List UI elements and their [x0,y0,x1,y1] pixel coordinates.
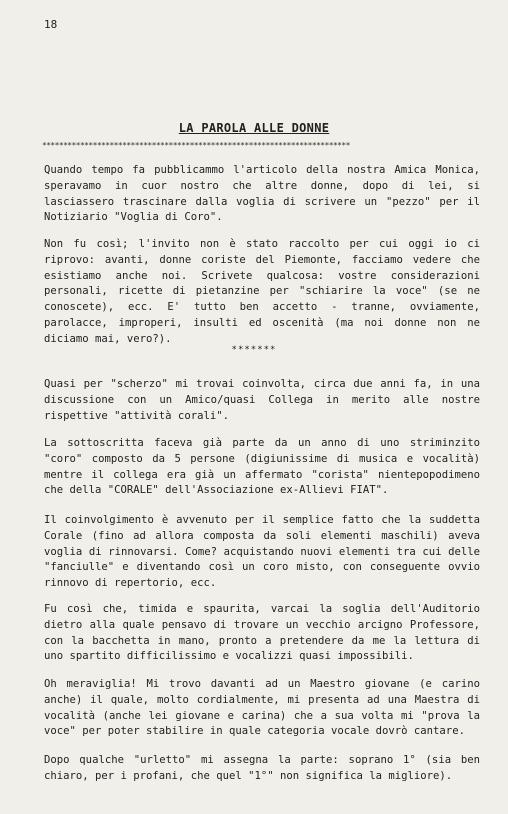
page-number: 18 [44,18,58,31]
asterisk-rule: ************************************************************************* [42,141,350,150]
paragraph-6: Fu così che, timida e spaurita, varcai la soglia dell'Auditorio dietro alla quale pensavo di trovare un vecchio arcigno Professore, con la bacchetta in mano, pronto a pretendere da me la lettura di uno spartito difficilissimo e vocalizzi quasi impossibili. [44,603,480,663]
paragraph-4: La sottoscritta faceva già parte da un anno di uno striminzito "coro" composto da 5 persone (digiunissime di musica e vocalità) mentre il collega era già un affermato "corista" nientepopodimeno che della "CORALE" dell'Associazione ex-Allievi FIAT". [44,437,480,497]
paragraph-7: Oh meraviglia! Mi trovo davanti ad un Maestro giovane (e carino anche) il quale, molto cordialmente, mi presenta ad una Maestra di vocalità (anche lei giovane e carina) che a sua volta mi "prova la voce" per poter stabilire in quale categoria vocale dovrò cantare. [44,678,480,738]
paragraph-5: Il coinvolgimento è avvenuto per il semplice fatto che la suddetta Corale (fino ad allora composta da soli elementi maschili) aveva voglia di rinnovarsi. Come? acquistando nuovi elementi tra cui delle "fanciulle" e diventando così un coro misto, con conseguente ovvio rinnovo di repertorio, ecc. [44,514,480,590]
page-title: LA PAROLA ALLE DONNE [178,121,330,135]
paragraph-2: Non fu così; l'invito non è stato raccolto per cui oggi io ci riprovo: avanti, donne coriste del Piemonte, facciamo vedere che esistiamo anche noi. Scrivete qualcosa: vostre considerazioni personali, ricette di pietanzine per "schiarire la voce" (se ne conoscete), ecc. E' tutto ben accetto - tranne, ovviamente, parolacce, improperi, insulti ed oscenità (ma noi donne non ne diciamo mai, vero?). [44,238,480,345]
paragraph-3: Quasi per "scherzo" mi trovai coinvolta, circa due anni fa, in una discussione con un Amico/quasi Collega in merito alle nostre rispettive "attività corali". [44,378,480,422]
section-separator: ******* [231,345,277,355]
paragraph-1: Quando tempo fa pubblicammo l'articolo della nostra Amica Monica, speravamo in cuor nostro che altre donne, dopo di lei, si lasciassero trascinare dalla voglia di scrivere un "pezzo" per il Notiziario "Voglia di Coro". [44,164,480,224]
paragraph-8: Dopo qualche "urletto" mi assegna la parte: soprano 1° (sia ben chiaro, per i profani, che quel "1°" non significa la migliore). [44,754,480,782]
